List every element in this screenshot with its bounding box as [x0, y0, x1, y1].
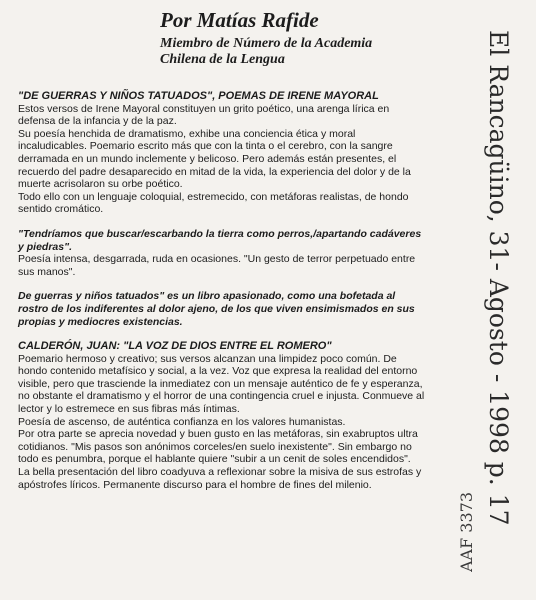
author-affiliation-line2: Chilena de la Lengua: [160, 52, 285, 67]
article-header: [160, 8, 460, 68]
paragraph: Poemario hermoso y creativo; sus versos alcanzan una limpidez poco común. De hondo contenido metafísico y social, a la vez. Voz que expresa la realidad del entorno visible, pero que trasciende la inmediatez con un mensaje auténtico de fe y esperanza, no obstante el dramatismo y el horror de una contingencia cruel e injusta. Conmueve al lector y lo estremece en sus fibras más íntimas.: [18, 352, 425, 416]
paragraph: Su poesía henchida de dramatismo, exhibe una conciencia ética y moral incaludicables. Poemario escrito más que con la tinta o el cerebro, con la sangre derramada en un mundo inclemente y belicoso. Pero además están presentes, el recuerdo del padre desaparecido en mitad de la vida, la experiencia del dolor y de la muerte acrisolaron su orbe poético.: [18, 127, 411, 191]
emphasized-paragraph: De guerras y niños tatuados" es un libro apasionado, como una bofetada al rostro de los indiferentes al dolor ajeno, de los que viven ensimismados en sus propias y mediocres existencias.: [18, 290, 415, 328]
paragraph: Estos versos de Irene Mayoral constituyen un grito poético, una arenga lírica en defensa de la infancia y de la paz.: [18, 102, 390, 128]
paragraph: Por otra parte se aprecia novedad y buen gusto en las metáforas, sin exabruptos ultra cotidianos. "Mis pasos son anónimos corceles/en suelo inexistente". Sin embargo no todo es penumbra, porque el hablante quiere "subir a un cenit de soles encendidos".: [18, 428, 418, 466]
handwritten-source-citation: El Rancagüino, 31- Agosto - 1998 p. 17: [484, 30, 513, 526]
paragraph: Poesía intensa, desgarrada, ruda en ocasiones. "Un gesto de terror perpetuado entre sus manos".: [18, 253, 416, 278]
margin-note-svg: [450, 12, 530, 572]
handwritten-margin-note: [450, 12, 530, 572]
author-byline: Por Matías Rafide: [160, 8, 319, 32]
quoted-verse: "Tendríamos que buscar/escarbando la tierra como perros,/apartando cadáveres y piedras".: [18, 227, 422, 253]
catalog-code: AAF 3373: [457, 491, 476, 572]
paragraph: Poesía de ascenso, de auténtica confianza en los valores humanistas.: [18, 415, 346, 428]
section-title-juan-calderon: CALDERÓN, JUAN: "LA VOZ DE DIOS ENTRE EL ROMERO": [18, 340, 332, 353]
article-body: [18, 90, 426, 491]
section-title-irene-mayoral: "DE GUERRAS Y NIÑOS TATUADOS", POEMAS DE IRENE MAYORAL: [18, 90, 379, 102]
paragraph: La bella presentación del libro coadyuva a reflexionar sobre la misiva de sus estrofas y apóstrofes líricos. Permanente discurso para el hombre de fines del milenio.: [18, 466, 422, 491]
paragraph: Todo ello con un lenguaje coloquial, estremecido, con metáforas realistas, de hondo sentido cromático.: [18, 190, 409, 216]
author-affiliation-line1: Miembro de Número de la Academia: [160, 36, 373, 51]
